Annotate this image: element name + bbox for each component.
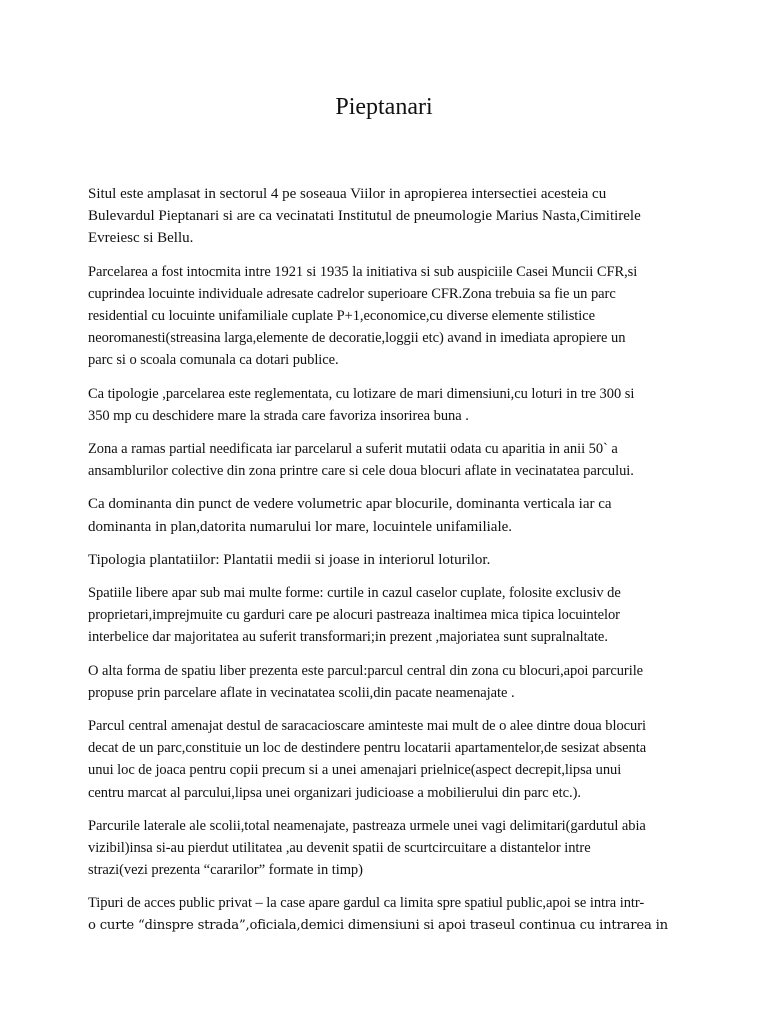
paragraph-typology [88,383,690,427]
paragraph-mutations [88,438,690,482]
text-line: Tipuri de acces public privat – la case apare gardul ca limita spre spatiul public,apoi se intra intr- [88,895,645,912]
text-line: unui loc de joaca pentru copii precum si a unei amenajari prielnice(aspect decrepit,lipsa unui [88,762,622,779]
text-line: Parcul central amenajat destul de saracacioscare aminteste mai mult de o alee dintre doua blocuri [88,718,646,735]
document-title: Pieptanari [335,94,433,120]
paragraph-central-park [88,715,690,804]
text-line: strazi(vezi prezenta “cararilor” formate in timp) [88,862,363,879]
paragraph-lateral-parks [88,815,690,882]
paragraph-access-types [88,892,690,936]
paragraph-park-forms [88,660,690,704]
text-line: Parcurile laterale ale scolii,total neamenajate, pastreaza urmele unei vagi delimitari(gardutul abia [88,817,646,834]
text-line: parc si o scoala comunala ca dotari publice. [88,352,339,369]
text-line: 350 mp cu deschidere mare la strada care favoriza insorirea buna . [88,407,469,424]
text-line: propuse prin parcelare aflate in vecinatatea scolii,din pacate neamenajate . [88,684,515,701]
paragraph-plantations [88,549,690,571]
text-line: Ca tipologie ,parcelarea este reglementata, cu lotizare de mari dimensiuni,cu loturi in tre 300 si [88,385,635,402]
text-line: Parcelarea a fost intocmita intre 1921 si 1935 la initiativa si sub auspiciile Casei Muncii CFR,si [88,263,638,280]
text-line: o curte “dinspre strada”,oficiala,demici dimensiuni si apoi traseul continua cu intrarea in [88,917,668,933]
text-line: interbelice dar majoritatea au suferit transformari;in prezent ,majoriatea sunt supralnaltate. [88,629,608,646]
text-line: decat de un parc,constituie un loc de destindere pentru locatarii apartamentelor,de sesizat absenta [88,740,647,757]
paragraph-free-spaces [88,582,690,649]
document-body [88,183,690,948]
text-line: proprietari,imprejmuite cu garduri care pe alocuri pastreaza inaltimea mica tipica locuintelor [88,607,620,624]
text-line: Evreiesc si Bellu. [88,230,194,247]
text-line: Tipologia plantatiilor: Plantatii medii si joase in interiorul loturilor. [88,551,491,568]
text-line: centru marcat al parcului,lipsa unei organizari judicioase a mobilierului din parc etc.). [88,784,581,801]
text-line: residential cu locuinte unifamiliale cuplate P+1,economice,cu diverse elemente stilistice [88,308,596,325]
text-line: Zona a ramas partial needificata iar parcelarul a suferit mutatii odata cu aparitia in anii 50` a [88,441,618,458]
text-line: Spatiile libere apar sub mai multe forme: curtile in cazul caselor cuplate, folosite exclusiv de [88,585,621,602]
text-line: dominanta in plan,datorita numarului lor mare, locuintele unifamiliale. [88,518,513,535]
paragraph-site-location [88,183,690,250]
paragraph-dominants [88,493,690,537]
text-line: Bulevardul Pieptanari si are ca vecinatati Institutul de pneumologie Marius Nasta,Cimitirele [88,208,641,225]
text-line: vizibil)insa si-au pierdut utilitatea ,au devenit spatii de scurtcircuitare a distantelor intre [88,840,591,857]
text-line: Situl este amplasat in sectorul 4 pe soseaua Viilor in apropierea intersectiei acesteia cu [88,186,607,202]
text-line: cuprindea locuinte individuale adresate cadrelor superioare CFR.Zona trebuia sa fie un parc [88,285,616,302]
text-line: O alta forma de spatiu liber prezenta este parcul:parcul central din zona cu blocuri,apoi parcurile [88,662,644,679]
text-line: Ca dominanta din punct de vedere volumetric apar blocurile, dominanta verticala iar ca [88,496,612,513]
paragraph-parcel-history [88,261,690,372]
text-line: ansamblurilor colective din zona printre care si cele doua blocuri aflate in vecinatatea parcului. [88,463,634,480]
text-line: neoromanesti(streasina larga,elemente de decoratie,loggii etc) avand in imediata apropiere un [88,330,626,347]
